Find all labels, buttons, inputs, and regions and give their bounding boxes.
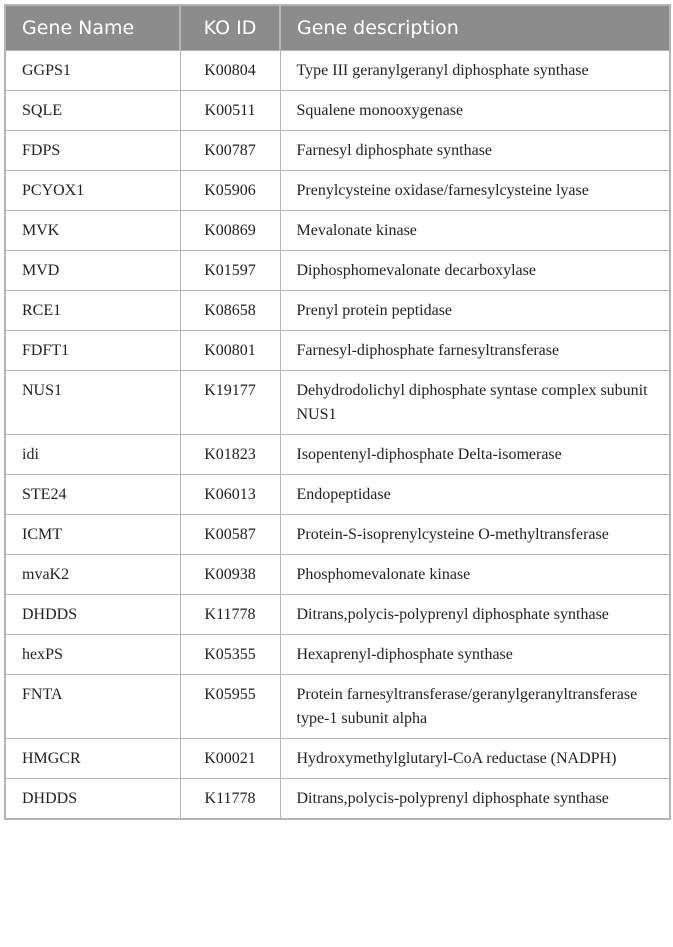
gene-description-cell: Diphosphomevalonate decarboxylase [280,251,670,291]
gene-description-cell: Protein-S-isoprenylcysteine O-methyltransferase [280,515,670,555]
table-row [5,211,670,251]
header-ko-id: KO ID [180,5,280,51]
gene-name-cell: HMGCR [5,739,180,779]
ko-id-cell: K19177 [180,371,280,435]
ko-id-cell: K00869 [180,211,280,251]
table-row [5,51,670,91]
table-row [5,435,670,475]
ko-id-cell: K06013 [180,475,280,515]
table-row [5,555,670,595]
ko-id-cell: K00938 [180,555,280,595]
table-row [5,371,670,435]
gene-description-cell: Phosphomevalonate kinase [280,555,670,595]
gene-name-cell: MVK [5,211,180,251]
gene-name-cell: hexPS [5,635,180,675]
gene-description-cell: Ditrans,polycis-polyprenyl diphosphate synthase [280,779,670,820]
gene-description-cell: Dehydrodolichyl diphosphate syntase complex subunit NUS1 [280,371,670,435]
gene-name-cell: ICMT [5,515,180,555]
gene-name-cell: idi [5,435,180,475]
gene-name-cell: FDPS [5,131,180,171]
table-row [5,251,670,291]
ko-id-cell: K00804 [180,51,280,91]
table-row [5,779,670,820]
ko-id-cell: K01823 [180,435,280,475]
header-gene-description: Gene description [280,5,670,51]
gene-name-cell: PCYOX1 [5,171,180,211]
gene-name-cell: NUS1 [5,371,180,435]
gene-name-cell: GGPS1 [5,51,180,91]
gene-description-cell: Isopentenyl-diphosphate Delta-isomerase [280,435,670,475]
gene-description-cell: Protein farnesyltransferase/geranylgeranyltransferase type-1 subunit alpha [280,675,670,739]
ko-id-cell: K05906 [180,171,280,211]
table-row [5,475,670,515]
table-row [5,331,670,371]
ko-id-cell: K00801 [180,331,280,371]
gene-name-cell: mvaK2 [5,555,180,595]
table-row [5,675,670,739]
gene-name-cell: SQLE [5,91,180,131]
table-row [5,131,670,171]
gene-description-cell: Prenyl protein peptidase [280,291,670,331]
ko-id-cell: K05955 [180,675,280,739]
gene-description-cell: Mevalonate kinase [280,211,670,251]
ko-id-cell: K11778 [180,595,280,635]
gene-name-cell: STE24 [5,475,180,515]
gene-name-cell: MVD [5,251,180,291]
ko-id-cell: K08658 [180,291,280,331]
table-row [5,291,670,331]
table-row [5,595,670,635]
ko-id-cell: K00587 [180,515,280,555]
gene-description-cell: Squalene monooxygenase [280,91,670,131]
gene-description-cell: Ditrans,polycis-polyprenyl diphosphate synthase [280,595,670,635]
gene-name-cell: FNTA [5,675,180,739]
gene-table [4,4,671,820]
gene-description-cell: Hexaprenyl-diphosphate synthase [280,635,670,675]
ko-id-cell: K05355 [180,635,280,675]
ko-id-cell: K11778 [180,779,280,820]
ko-id-cell: K00787 [180,131,280,171]
gene-name-cell: DHDDS [5,779,180,820]
header-gene-name: Gene Name [5,5,180,51]
gene-name-cell: FDFT1 [5,331,180,371]
header-row [5,5,670,51]
gene-description-cell: Prenylcysteine oxidase/farnesylcysteine lyase [280,171,670,211]
gene-description-cell: Farnesyl diphosphate synthase [280,131,670,171]
gene-name-cell: RCE1 [5,291,180,331]
table-row [5,515,670,555]
ko-id-cell: K01597 [180,251,280,291]
table-row [5,635,670,675]
gene-name-cell: DHDDS [5,595,180,635]
gene-description-cell: Farnesyl-diphosphate farnesyltransferase [280,331,670,371]
ko-id-cell: K00021 [180,739,280,779]
table-row [5,91,670,131]
table-row [5,739,670,779]
gene-description-cell: Type III geranylgeranyl diphosphate synthase [280,51,670,91]
gene-description-cell: Endopeptidase [280,475,670,515]
ko-id-cell: K00511 [180,91,280,131]
gene-description-cell: Hydroxymethylglutaryl-CoA reductase (NADPH) [280,739,670,779]
table-row [5,171,670,211]
